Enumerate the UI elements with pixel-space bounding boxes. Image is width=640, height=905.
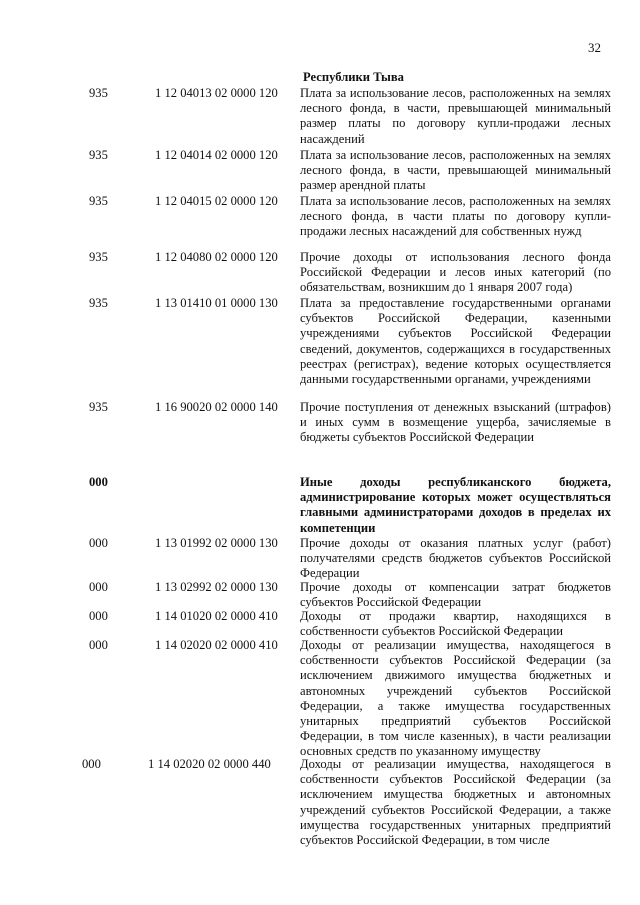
budget-classification-code: 1 12 04015 02 0000 120	[155, 194, 278, 208]
budget-classification-code: 1 14 02020 02 0000 410	[155, 638, 278, 652]
income-description: Прочие доходы от оказания платных услуг (работ) получателями средств бюджетов субъектов Российской Федерации	[300, 536, 611, 581]
income-description: Доходы от продажи квартир, находящихся в собственности субъектов Российской Федерации	[300, 609, 611, 639]
income-description: Плата за использование лесов, расположенных на землях лесного фонда, в части платы по договору купли-продажи лесных насаждений для собственных нужд	[300, 194, 611, 239]
income-description: Доходы от реализации имущества, находящегося в собственности субъектов Российской Федерации (за исключением движимого имущества бюджетных и автономных учреждений субъектов Российской Федерации, а также имущества государственных унитарных предприятий субъектов Российской Федерации, в том числе казенных), в части реализации основных средств по указанному имуществу	[300, 638, 611, 759]
budget-classification-code: 1 13 01992 02 0000 130	[155, 536, 278, 550]
budget-classification-code: 1 16 90020 02 0000 140	[155, 400, 278, 414]
admin-code: 935	[89, 400, 108, 414]
admin-code: 935	[89, 250, 108, 264]
income-description: Доходы от реализации имущества, находящегося в собственности субъектов Российской Федерации (за исключением имущества бюджетных и автономных учреждений субъектов Российской Федерации, а также имущества государственных унитарных предприятий субъектов Российской Федерации, в том числе	[300, 757, 611, 848]
income-description: Прочие доходы от компенсации затрат бюджетов субъектов Российской Федерации	[300, 580, 611, 610]
budget-classification-code: 1 12 04014 02 0000 120	[155, 148, 278, 162]
budget-classification-code: 1 13 02992 02 0000 130	[155, 580, 278, 594]
section-heading: Республики Тыва	[303, 70, 404, 84]
income-description: Прочие поступления от денежных взысканий (штрафов) и иных сумм в возмещение ущерба, зачисляемые в бюджеты субъектов Российской Федерации	[300, 400, 611, 445]
budget-classification-code: 1 14 01020 02 0000 410	[155, 609, 278, 623]
section-description: Иные доходы республиканского бюджета, администрирование которых может осуществляться главными администраторами доходов в пределах их компетенции	[300, 475, 611, 535]
budget-classification-code: 1 13 01410 01 0000 130	[155, 296, 278, 310]
admin-code: 935	[89, 148, 108, 162]
admin-code: 000	[89, 638, 108, 652]
admin-code: 000	[89, 609, 108, 623]
admin-code: 935	[89, 194, 108, 208]
budget-classification-code: 1 12 04013 02 0000 120	[155, 86, 278, 100]
budget-classification-code: 1 14 02020 02 0000 440	[148, 757, 271, 771]
income-description: Плата за использование лесов, расположенных на землях лесного фонда, в части, превышающей минимальный размер арендной платы	[300, 148, 611, 193]
income-description: Прочие доходы от использования лесного фонда Российской Федерации и лесов иных категорий (по обязательствам, возникшим до 1 января 2007 года)	[300, 250, 611, 295]
admin-code: 935	[89, 296, 108, 310]
admin-code: 000	[82, 757, 101, 771]
income-description: Плата за предоставление государственными органами субъектов Российской Федерации, казенными учреждениями субъектов Российской Федерации сведений, документов, содержащихся в государственных реестрах (регистрах), ведение которых осуществляется данными государственными органами, учреждениями	[300, 296, 611, 387]
admin-code: 000	[89, 475, 108, 489]
income-description: Плата за использование лесов, расположенных на землях лесного фонда, в части, превышающей минимальный размер платы по договору купли-продажи лесных насаждений	[300, 86, 611, 146]
admin-code: 000	[89, 580, 108, 594]
admin-code: 935	[89, 86, 108, 100]
admin-code: 000	[89, 536, 108, 550]
budget-classification-code: 1 12 04080 02 0000 120	[155, 250, 278, 264]
page-number: 32	[588, 40, 601, 55]
